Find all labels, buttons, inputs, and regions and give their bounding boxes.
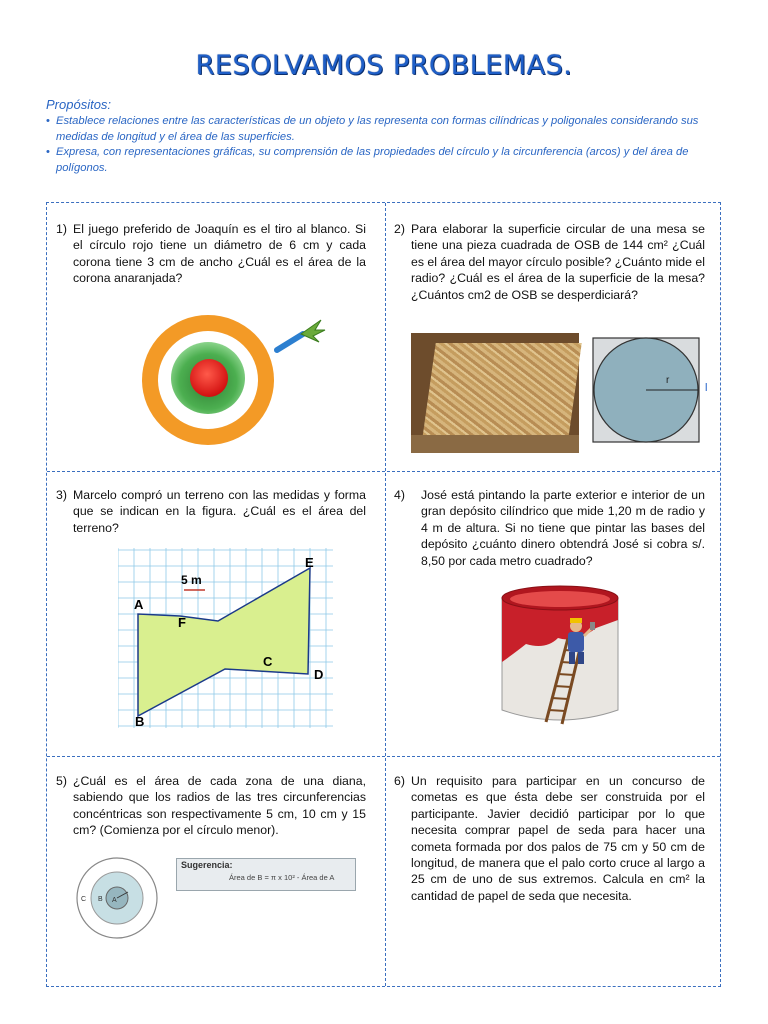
cylinder-painter-figure [496, 582, 626, 732]
osb-board-photo [411, 333, 579, 453]
grid-divider-row-1 [47, 471, 720, 472]
point-f-label: F [178, 615, 186, 630]
problem-2-text: Para elaborar la superficie circular de una mesa se tiene una pieza cuadrada de OSB de 144 cm² ¿Cuál es el área del mayor círculo posible? ¿Cuánto mide el radio? ¿Cuál es el área de la superficie de la mesa? ¿Cuántos cm2 de OSB se desperdiciará? [411, 222, 705, 302]
suggestion-formula: Área de B = π x 10² - Área de A [229, 873, 335, 882]
point-c-label: C [263, 654, 273, 669]
zone-a-label: A [112, 897, 117, 904]
point-d-label: D [314, 667, 324, 682]
problem-5-text: ¿Cuál es el área de cada zona de una diana, sabiendo que los radios de las tres circunferencias concéntricas son respectivamente 5 cm, 10 cm y 15 cm? (Comienza por el círculo menor). [73, 774, 366, 838]
problem-3-number: 3) [56, 488, 67, 502]
purposes-section [46, 97, 726, 176]
problem-4-number: 4) [394, 488, 405, 502]
point-e-label: E [305, 555, 314, 570]
bullet-icon: • [46, 146, 50, 158]
purposes-list [46, 114, 726, 176]
problem-2-number: 2) [394, 222, 405, 236]
dart-icon [277, 334, 303, 350]
circle-in-square-figure [590, 336, 720, 446]
scale-label: 5 m [181, 573, 202, 587]
grid-divider-row-2 [47, 756, 720, 757]
problem-1-number: 1) [56, 222, 67, 236]
diana-figure [74, 855, 164, 941]
zone-b-label: B [98, 896, 103, 903]
point-b-label: B [135, 714, 145, 729]
zone-c-label: C [81, 896, 87, 903]
side-label: l [705, 382, 708, 394]
problem-3-text: Marcelo compró un terreno con las medidas y forma que se indican en la figura. ¿Cuál es el área del terreno? [73, 488, 366, 535]
terrain-figure [118, 548, 338, 730]
purpose-item: • Expresa, con representaciones gráficas, su comprensión de las propiedades del círculo y la circunferencia (arcos) y del área de polígonos. [46, 146, 689, 174]
problem-4-text: José está pintando la parte exterior e interior de un gran depósito cilíndrico que mide 1,20 m de radio y 4 m de altura. Si no tiene que pintar las bases del depósito ¿cuánto dinero obtendrá José si cobra s/. 8,50 por cada metro cuadrado? [421, 488, 705, 568]
radius-label: r [666, 375, 670, 386]
suggestion-title: Sugerencia: [181, 860, 233, 870]
problem-1-text: El juego preferido de Joaquín es el tiro al blanco. Si el círculo rojo tiene un diámetro de 6 cm y cada corona tiene 3 cm de ancho ¿Cuál es el área de la corona anaranjada? [73, 222, 366, 286]
point-a-label: A [134, 597, 144, 612]
purposes-heading: Propósitos: [46, 97, 112, 112]
grid-divider-vertical [385, 203, 386, 986]
target-figure [135, 312, 330, 462]
page-title: RESOLVAMOS PROBLEMAS. [195, 50, 573, 81]
problem-5-number: 5) [56, 774, 67, 788]
red-circle [190, 359, 228, 397]
problem-6-text: Un requisito para participar en un concurso de cometas es que ésta debe ser construida por el participante. Javier decidió participar por lo que necesita comprar papel de seda para hacer una cometa formada por dos palos de 75 cm y 50 cm de longitud, de manera que el palo corto cruce al largo a 25 cm de uno de sus extremos. Calcula en cm² la cantidad de papel de seda que necesita. [411, 774, 705, 903]
bullet-icon: • [46, 115, 50, 127]
suggestion-box [176, 858, 356, 891]
purpose-item: • Establece relaciones entre las características de un objeto y las representa con formas cilíndricas y poligonales considerando sus medidas de longitud y el área de las superficies. [46, 115, 699, 143]
problem-6-number: 6) [394, 774, 405, 788]
